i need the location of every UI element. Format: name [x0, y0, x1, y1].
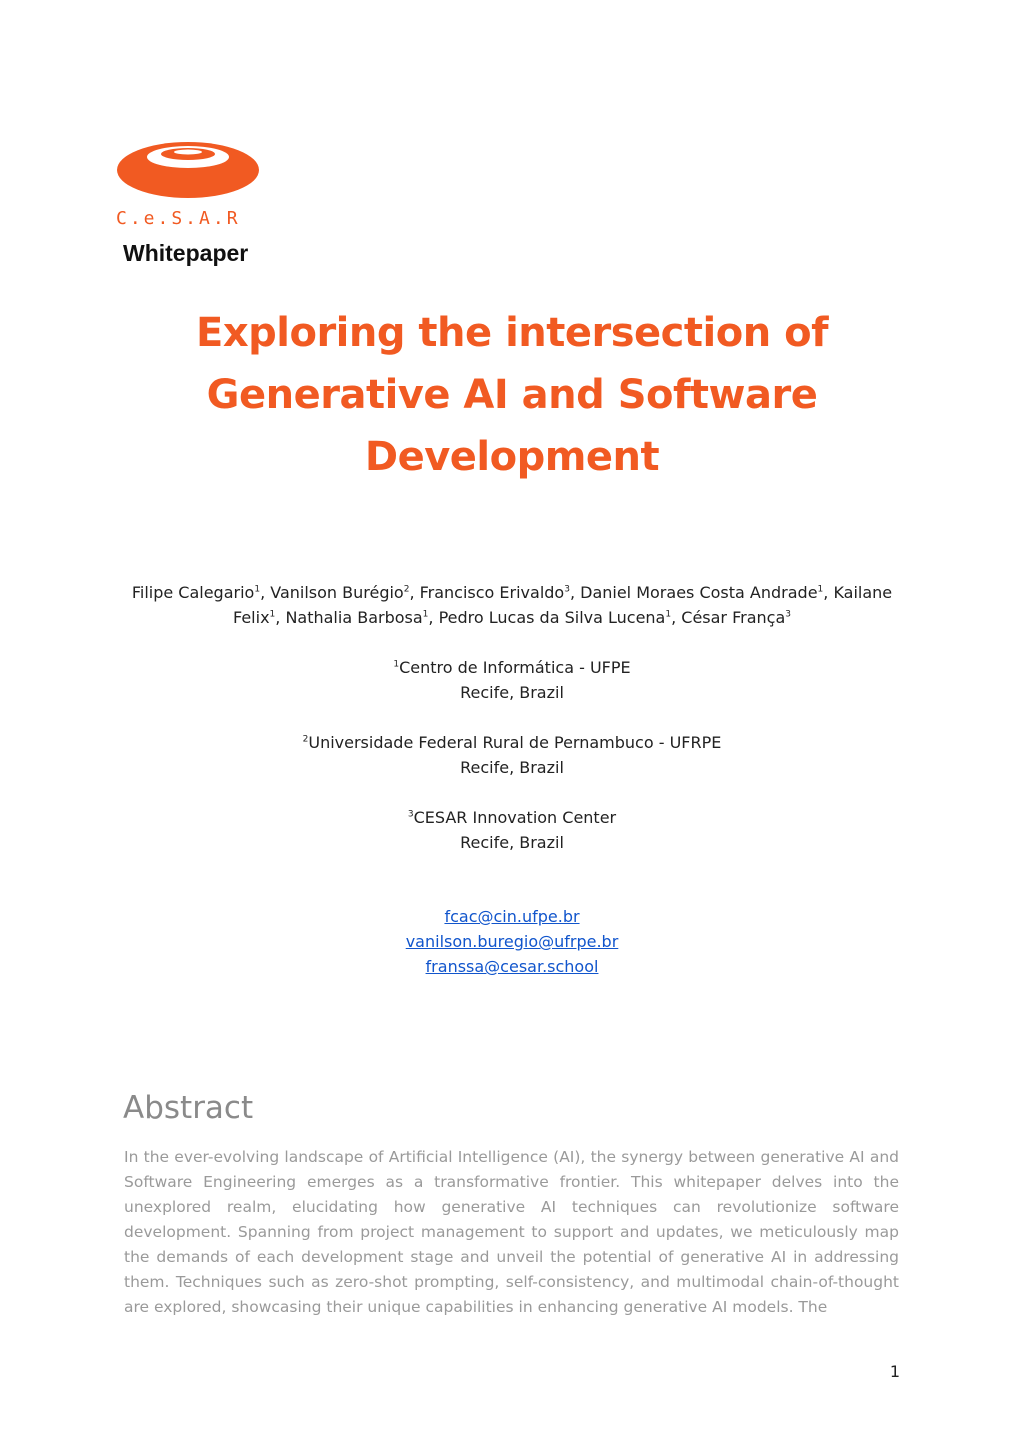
author-name: Nathalia Barbosa: [285, 608, 423, 627]
author-affiliation-number: 1: [269, 609, 276, 620]
affiliation-name-row: [110, 805, 914, 830]
email-link[interactable]: franssa@cesar.school: [425, 957, 599, 976]
author-separator: , Kailane: [823, 583, 893, 602]
affiliation-number: 1: [393, 659, 400, 670]
page-number: 1: [889, 1362, 900, 1381]
abstract-text: In the ever-evolving landscape of Artificial Intelligence (AI), the synergy between generative AI and Software Engineering emerges as a transformative frontier. This whitepaper delves into the unexplored realm, elucidating how generative AI techniques can revolutionize software development. Spanning from project management to support and updates, we meticulously map the demands of each development stage and unveil the potential of generative AI in addressing them. Techniques such as zero-shot prompting, self-consistency, and multimodal chain-of-thought are explored, showcasing their unique capabilities in enhancing generative AI models. The: [124, 1148, 899, 1316]
affiliation-name-row: [110, 730, 914, 755]
affiliation-location: Recife, Brazil: [460, 833, 564, 852]
author-affiliation-number: 2: [403, 584, 410, 595]
affiliation-2: [110, 730, 914, 780]
affiliation-number: 3: [407, 809, 414, 820]
affiliation-name: CESAR Innovation Center: [413, 808, 617, 827]
email-link[interactable]: vanilson.buregio@ufrpe.br: [405, 932, 619, 951]
affiliation-location: Recife, Brazil: [460, 683, 564, 702]
title-line-2: Generative AI and Software: [206, 372, 818, 418]
author-name: César França: [681, 608, 786, 627]
author-line-1: [110, 580, 914, 605]
affiliation-location: Recife, Brazil: [460, 758, 564, 777]
email-link[interactable]: fcac@cin.ufpe.br: [444, 907, 580, 926]
author-separator: ,: [569, 583, 581, 602]
author-line-2: [110, 605, 914, 630]
author-name: Felix: [233, 608, 270, 627]
contact-emails: [110, 904, 914, 979]
affiliation-1: [110, 655, 914, 705]
author-affiliation-number: 1: [254, 584, 261, 595]
document-type-label: Whitepaper: [123, 240, 249, 266]
affiliation-name: Centro de Informática - UFPE: [399, 658, 631, 677]
author-affiliation-number: 3: [785, 609, 791, 620]
author-name: Filipe Calegario: [131, 583, 255, 602]
abstract-heading: Abstract: [123, 1090, 254, 1126]
author-affiliation-number: 1: [665, 609, 672, 620]
author-name: Pedro Lucas da Silva Lucena: [438, 608, 666, 627]
affiliation-3: [110, 805, 914, 855]
author-separator: ,: [409, 583, 420, 602]
affiliation-name: Universidade Federal Rural de Pernambuco - UFRPE: [308, 733, 722, 752]
author-list: [110, 580, 914, 630]
author-name: Francisco Erivaldo: [419, 583, 565, 602]
author-affiliation-number: 1: [817, 584, 824, 595]
affiliation-number: 2: [302, 734, 309, 745]
author-name: Vanilson Burégio: [270, 583, 404, 602]
author-affiliation-number: 1: [422, 609, 429, 620]
author-name: Daniel Moraes Costa Andrade: [580, 583, 818, 602]
paper-title: [180, 302, 844, 488]
title-line-1: Exploring the intersection of: [196, 310, 828, 356]
author-separator: ,: [428, 608, 439, 627]
title-line-3: Development: [364, 434, 660, 480]
affiliation-name-row: [110, 655, 914, 680]
author-separator: ,: [260, 583, 271, 602]
author-affiliation-number: 3: [564, 584, 570, 595]
author-separator: ,: [671, 608, 682, 627]
logo-text: C.e.S.A.R: [116, 208, 241, 229]
author-separator: ,: [275, 608, 286, 627]
